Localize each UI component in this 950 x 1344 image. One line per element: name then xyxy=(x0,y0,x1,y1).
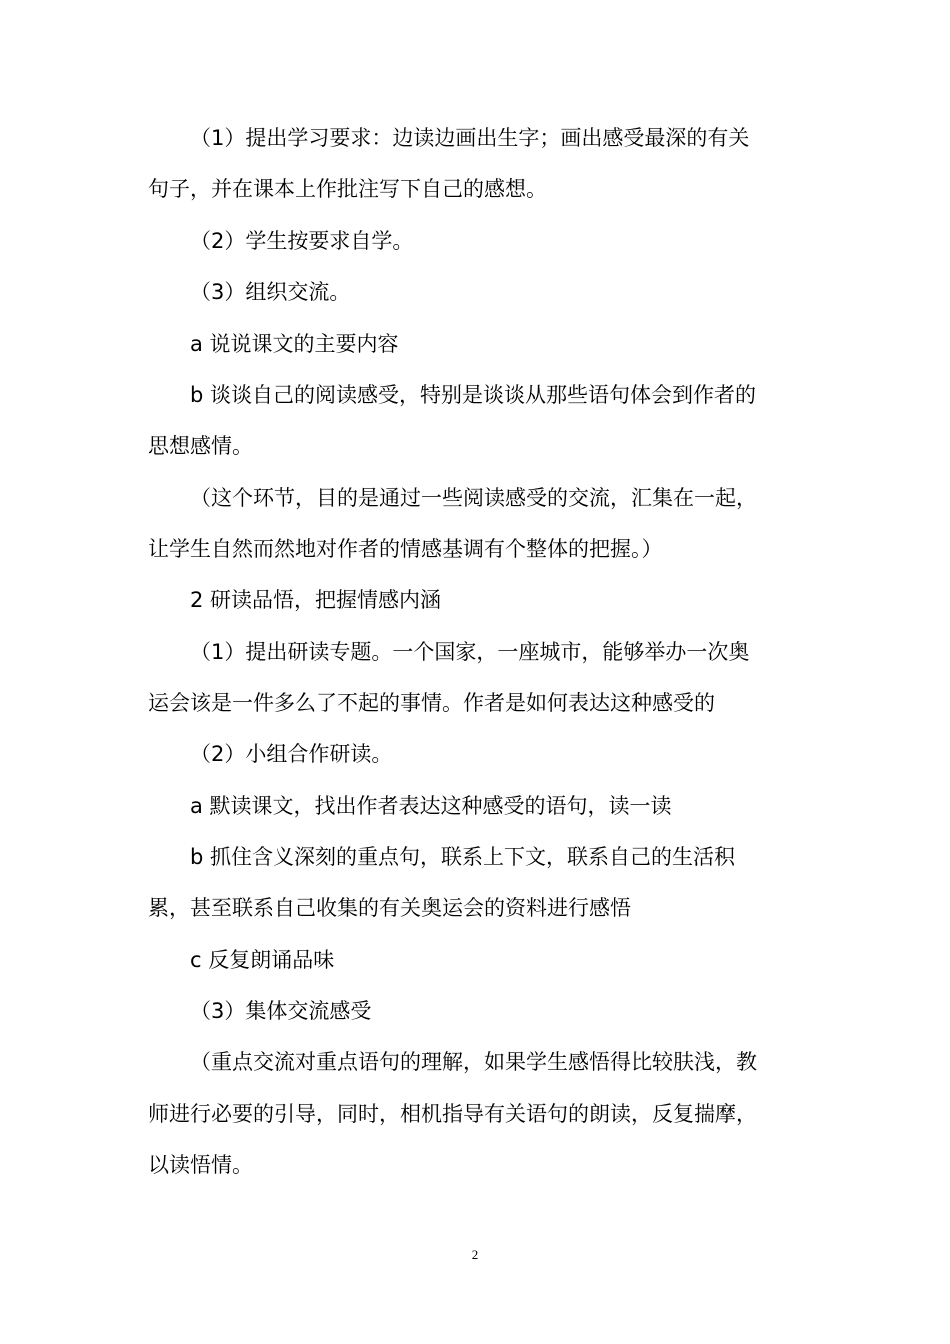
text-line: 运会该是一件多么了不起的事情。作者是如何表达这种感受的 xyxy=(148,691,715,715)
text-line: 让学生自然而然地对作者的情感基调有个整体的把握。） xyxy=(148,537,663,561)
text-line: c 反复朗诵品味 xyxy=(190,948,335,972)
text-line: 思想感情。 xyxy=(148,434,253,458)
page-number: 2 xyxy=(471,1247,479,1262)
text-line: a 默读课文，找出作者表达这种感受的语句，读一读 xyxy=(190,794,672,818)
text-line: 累，甚至联系自己收集的有关奥运会的资料进行感悟 xyxy=(148,896,631,920)
text-line: b 谈谈自己的阅读感受，特别是谈谈从那些语句体会到作者的 xyxy=(190,383,757,407)
text-line: （重点交流对重点语句的理解，如果学生感悟得比较肤浅，教 xyxy=(190,1050,757,1074)
text-line: a 说说课文的主要内容 xyxy=(190,332,399,356)
text-line: （这个环节，目的是通过一些阅读感受的交流，汇集在一起， xyxy=(190,486,757,510)
text-line: （2）学生按要求自学。 xyxy=(190,229,414,253)
text-line: （2）小组合作研读。 xyxy=(190,742,393,766)
text-line: （3）集体交流感受 xyxy=(190,999,372,1023)
text-line: （3）组织交流。 xyxy=(190,280,351,304)
text-line: 师进行必要的引导，同时，相机指导有关语句的朗读，反复揣摩， xyxy=(148,1102,757,1126)
text-line: （1）提出学习要求：边读边画出生字；画出感受最深的有关 xyxy=(190,126,750,150)
text-line: （1）提出研读专题。一个国家，一座城市，能够举办一次奥 xyxy=(190,640,750,664)
section-heading: 2 研读品悟，把握情感内涵 xyxy=(190,588,442,612)
text-line: b 抓住含义深刻的重点句，联系上下文，联系自己的生活积 xyxy=(190,845,736,869)
text-line: 句子，并在课本上作批注写下自己的感想。 xyxy=(148,177,547,201)
text-line: 以读悟情。 xyxy=(148,1153,253,1177)
